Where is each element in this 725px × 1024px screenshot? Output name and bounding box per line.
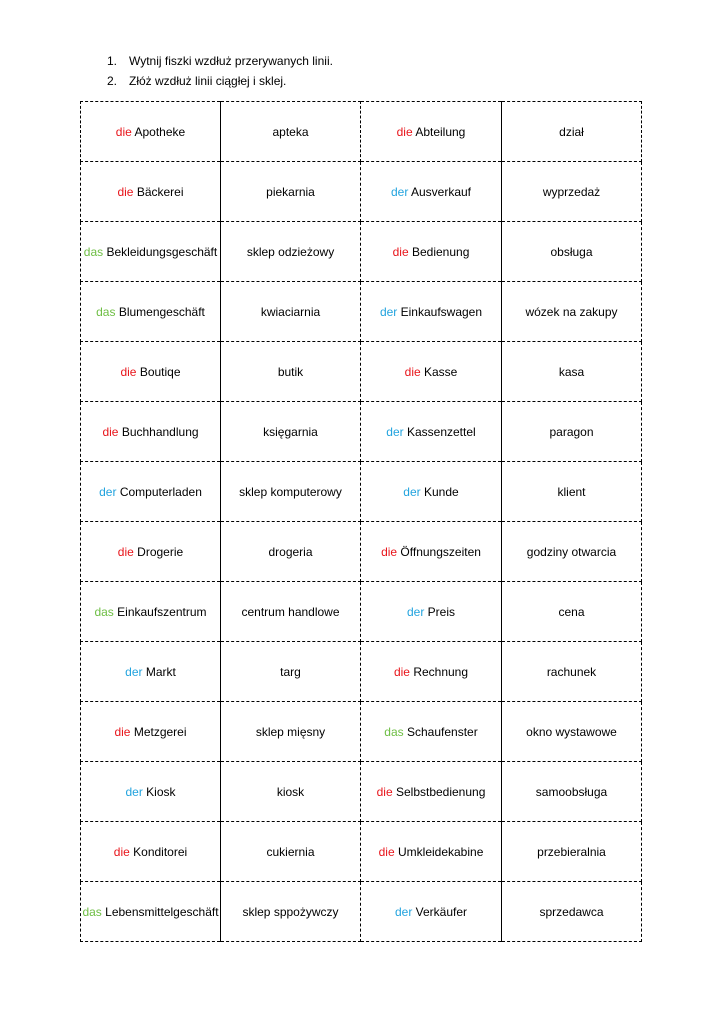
polish-translation-card: rachunek (502, 642, 642, 702)
table-row (81, 882, 642, 942)
article: das (83, 244, 104, 259)
german-word-card (81, 102, 221, 162)
noun: Konditorei (133, 844, 188, 859)
article: die (115, 124, 132, 139)
article: die (120, 364, 137, 379)
article: der (406, 604, 425, 619)
polish-translation-card: kasa (502, 342, 642, 402)
flashcard-table (80, 101, 642, 942)
polish-translation-card: klient (502, 462, 642, 522)
article: das (82, 904, 102, 919)
noun: Preis (427, 604, 456, 619)
german-word-card (361, 582, 502, 642)
german-word-card (81, 702, 221, 762)
table-row (81, 822, 642, 882)
german-word-card (81, 402, 221, 462)
article: die (378, 844, 395, 859)
german-word-card (81, 822, 221, 882)
german-word-card (361, 702, 502, 762)
noun: Einkaufswagen (400, 304, 483, 319)
noun: Verkäufer (415, 904, 468, 919)
article: die (376, 784, 393, 799)
article: die (102, 424, 119, 439)
polish-translation-card: piekarnia (221, 162, 361, 222)
polish-translation-card: samoobsługa (502, 762, 642, 822)
noun: Kiosk (146, 784, 176, 799)
german-word-card (361, 222, 502, 282)
german-word-card (81, 762, 221, 822)
german-word-card (361, 102, 502, 162)
polish-translation-card: godziny otwarcia (502, 522, 642, 582)
polish-translation-card: targ (221, 642, 361, 702)
instruction-item (107, 71, 333, 91)
polish-translation-card: paragon (502, 402, 642, 462)
article: die (381, 544, 398, 559)
table-row (81, 162, 642, 222)
noun: Kasse (424, 364, 458, 379)
noun: Lebensmittelgeschäft (105, 904, 219, 919)
table-row (81, 402, 642, 462)
german-word-card (81, 882, 221, 942)
article: der (386, 424, 404, 439)
article: der (394, 904, 413, 919)
article: der (125, 784, 143, 799)
german-word-card (361, 822, 502, 882)
noun: Buchhandlung (121, 424, 199, 439)
german-word-card (361, 642, 502, 702)
polish-translation-card: sklep mięsny (221, 702, 361, 762)
polish-translation-card: księgarnia (221, 402, 361, 462)
table-row (81, 522, 642, 582)
noun: Boutiqe (139, 364, 181, 379)
noun: Umkleidekabine (397, 844, 484, 859)
noun: Schaufenster (406, 724, 478, 739)
polish-translation-card: sklep sppożywczy (221, 882, 361, 942)
german-word-card (81, 582, 221, 642)
table-row (81, 462, 642, 522)
polish-translation-card: przebieralnia (502, 822, 642, 882)
german-word-card (361, 282, 502, 342)
polish-translation-card: cena (502, 582, 642, 642)
polish-translation-card: kiosk (221, 762, 361, 822)
polish-translation-card: dział (502, 102, 642, 162)
instruction-item (107, 51, 333, 71)
polish-translation-card: sklep odzieżowy (221, 222, 361, 282)
table-row (81, 282, 642, 342)
german-word-card (81, 342, 221, 402)
german-word-card (361, 762, 502, 822)
instruction-text: Wytnij fiszki wzdłuż przerywanych linii. (129, 54, 333, 68)
german-word-card (81, 642, 221, 702)
polish-translation-card: sklep komputerowy (221, 462, 361, 522)
article: der (379, 304, 398, 319)
table-row (81, 222, 642, 282)
article: das (384, 724, 404, 739)
noun: Bekleidungsgeschäft (106, 244, 218, 259)
article: der (390, 184, 409, 199)
polish-translation-card: sprzedawca (502, 882, 642, 942)
article: die (117, 184, 134, 199)
noun: Drogerie (137, 544, 184, 559)
article: die (393, 664, 410, 679)
article: der (99, 484, 117, 499)
german-word-card (361, 882, 502, 942)
polish-translation-card: wózek na zakupy (502, 282, 642, 342)
noun: Kassenzettel (406, 424, 476, 439)
german-word-card (81, 462, 221, 522)
noun: Öffnungszeiten (400, 544, 481, 559)
instructions-list (107, 51, 333, 91)
german-word-card (81, 282, 221, 342)
polish-translation-card: cukiernia (221, 822, 361, 882)
german-word-card (361, 462, 502, 522)
polish-translation-card: okno wystawowe (502, 702, 642, 762)
german-word-card (361, 162, 502, 222)
noun: Einkaufszentrum (117, 604, 207, 619)
article: das (94, 604, 114, 619)
polish-translation-card: wyprzedaż (502, 162, 642, 222)
article: die (404, 364, 421, 379)
noun: Bäckerei (136, 184, 184, 199)
noun: Apotheke (134, 124, 186, 139)
article: der (403, 484, 421, 499)
polish-translation-card: kwiaciarnia (221, 282, 361, 342)
article: der (125, 664, 143, 679)
german-word-card (81, 162, 221, 222)
noun: Kunde (423, 484, 459, 499)
noun: Markt (145, 664, 176, 679)
flashcard-rows (81, 102, 642, 942)
german-word-card (81, 522, 221, 582)
german-word-card (361, 522, 502, 582)
table-row (81, 342, 642, 402)
article: die (114, 724, 131, 739)
polish-translation-card: butik (221, 342, 361, 402)
polish-translation-card: apteka (221, 102, 361, 162)
instruction-number: 1. (107, 54, 118, 68)
polish-translation-card: centrum handlowe (221, 582, 361, 642)
noun: Blumengeschäft (118, 304, 205, 319)
article: die (392, 244, 409, 259)
noun: Metzgerei (133, 724, 187, 739)
table-row (81, 582, 642, 642)
noun: Abteilung (415, 124, 466, 139)
instruction-text: Złóż wzdłuż linii ciągłej i sklej. (129, 74, 287, 88)
german-word-card (81, 222, 221, 282)
table-row (81, 102, 642, 162)
article: die (396, 124, 413, 139)
article: die (113, 844, 130, 859)
german-word-card (361, 342, 502, 402)
table-row (81, 702, 642, 762)
noun: Computerladen (119, 484, 202, 499)
instruction-number: 2. (107, 74, 118, 88)
noun: Ausverkauf (410, 184, 472, 199)
table-row (81, 642, 642, 702)
article: das (96, 304, 116, 319)
noun: Rechnung (413, 664, 469, 679)
polish-translation-card: drogeria (221, 522, 361, 582)
noun: Bedienung (411, 244, 470, 259)
table-row (81, 762, 642, 822)
german-word-card (361, 402, 502, 462)
polish-translation-card: obsługa (502, 222, 642, 282)
article: die (117, 544, 134, 559)
noun: Selbstbedienung (395, 784, 486, 799)
